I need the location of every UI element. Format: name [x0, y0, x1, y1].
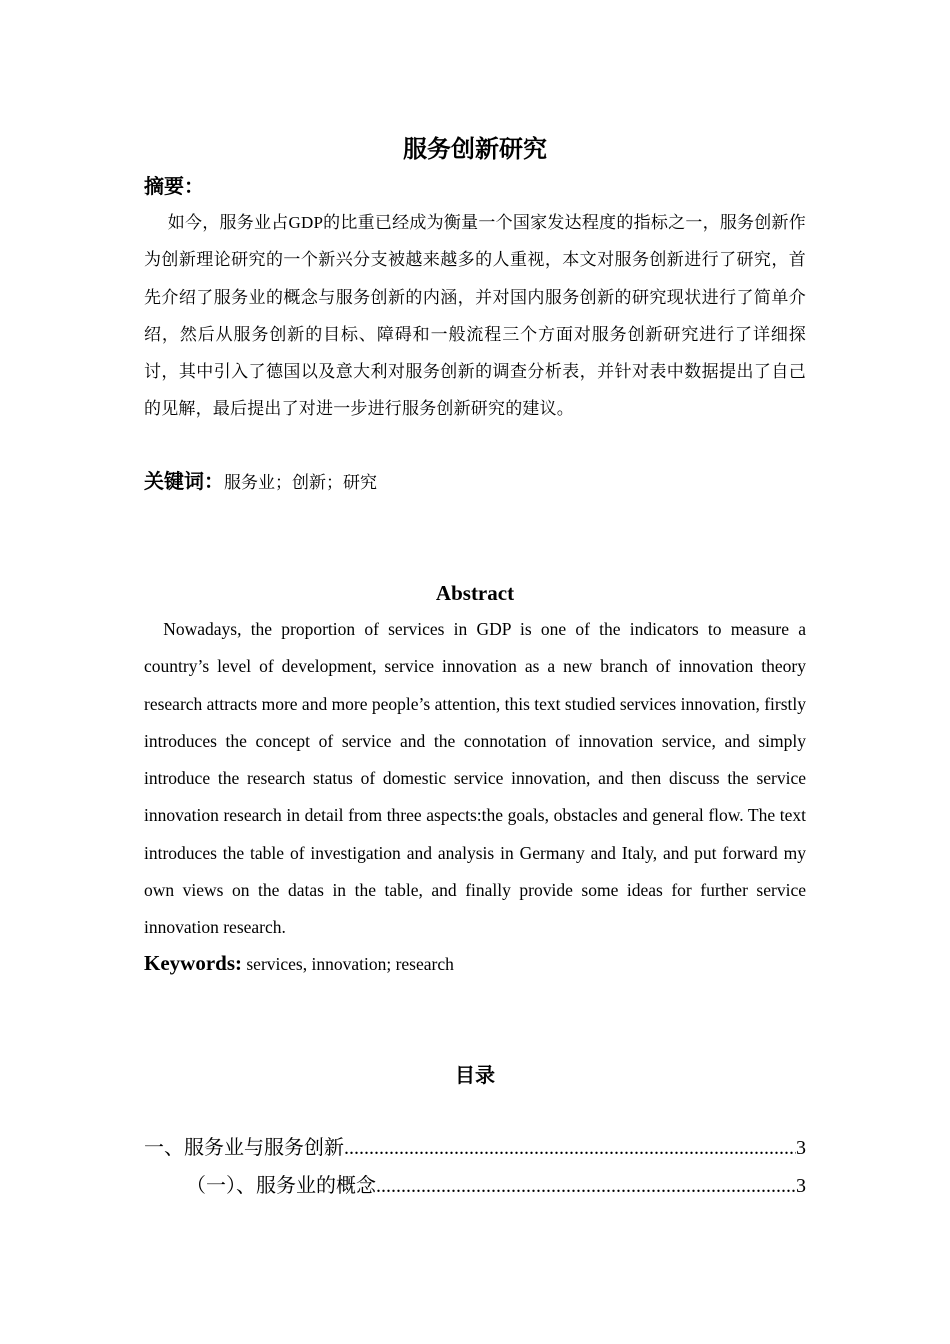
- keywords-en-value: services, innovation; research: [246, 954, 454, 974]
- toc-entry-label: 一、服务业与服务创新: [144, 1137, 344, 1159]
- keywords-cn-value: 服务业；创新；研究: [224, 473, 377, 492]
- toc-title: 目录: [455, 1065, 495, 1087]
- toc-entry-label: （一）、服务业的概念: [186, 1175, 376, 1197]
- toc-entry[interactable]: [144, 1133, 806, 1163]
- toc-leader-dots: [376, 1171, 796, 1201]
- abstract-en-text: Nowadays, the proportion of services in GDP is one of the indicators to measure a country’s level of development, service innovation as a new branch of innovation theory research attracts more and more people’s attention, this text studied services innovation, firstly introduces the concept of service and the connotation of innovation service, and simply introduce the research status of domestic service innovation, and then discuss the service innovation research in detail from three aspects:the goals, obstacles and general flow. The text introduces the table of investigation and analysis in Germany and Italy, and put forward my own views on the datas in the table, and finally provide some ideas for further service innovation research.: [144, 619, 806, 938]
- toc-leader-dots: [344, 1133, 796, 1163]
- keywords-en-label: Keywords:: [144, 951, 242, 975]
- abstract-cn-label: 摘要：: [144, 176, 204, 198]
- abstract-en-title: Abstract: [435, 581, 515, 605]
- toc-entry[interactable]: [186, 1171, 806, 1201]
- keywords-en: [144, 947, 454, 980]
- toc-entry-page: 3: [796, 1175, 806, 1197]
- toc-entry-page: 3: [796, 1137, 806, 1159]
- document-title: 服务创新研究: [403, 137, 547, 163]
- abstract-cn-text: 如今，服务业占GDP的比重已经成为衡量一个国家发达程度的指标之一，服务创新作为创新理论研究的一个新兴分支被越来越多的人重视，本文对服务创新进行了研究，首先介绍了服务业的概念与服务创新的内涵，并对国内服务创新的研究现状进行了简单介绍，然后从服务创新的目标、障碍和一般流程三个方面对服务创新研究进行了详细探讨，其中引入了德国以及意大利对服务创新的调查分析表，并针对表中数据提出了自己的见解，最后提出了对进一步进行服务创新研究的建议。: [144, 213, 806, 419]
- keywords-cn-label: 关键词：: [144, 471, 224, 493]
- keywords-cn: [144, 466, 377, 499]
